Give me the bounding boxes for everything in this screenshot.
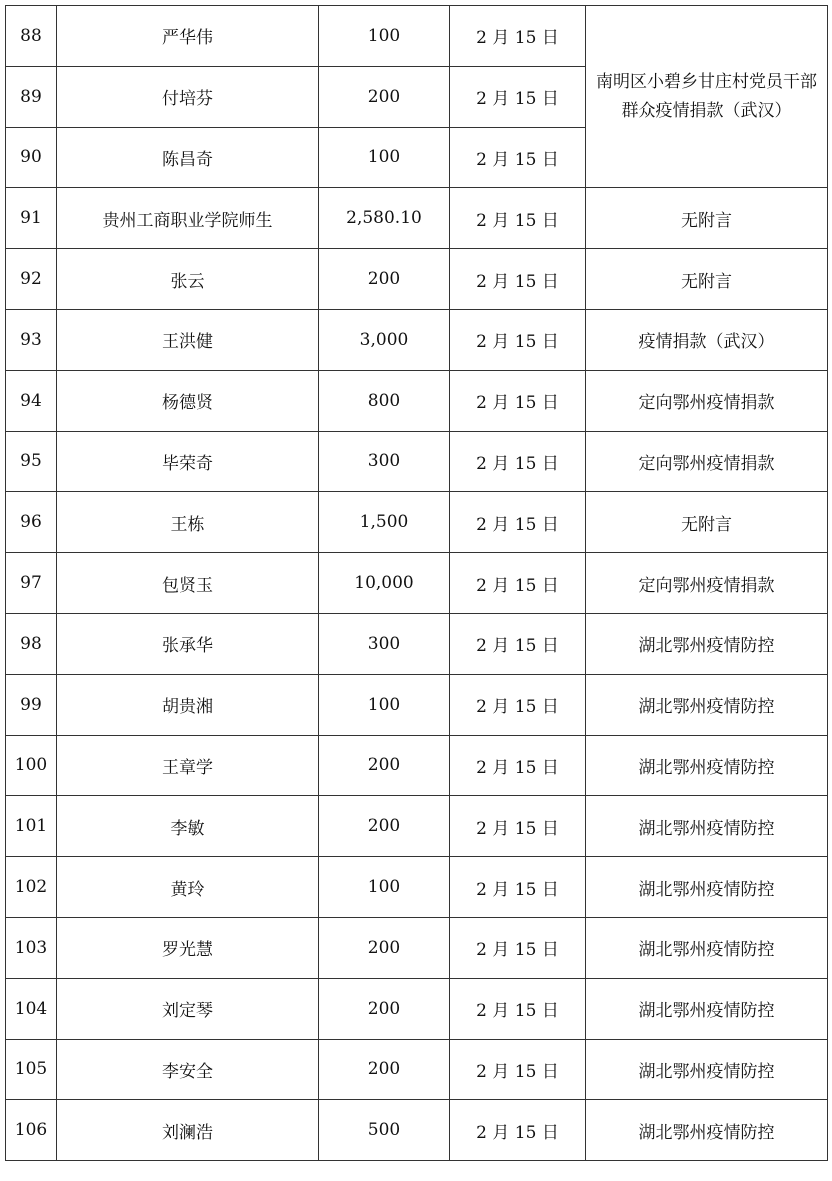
donor-name-cell: 黄玲	[57, 857, 319, 918]
date-cell: 2 月 15 日	[450, 188, 586, 249]
donor-name-cell: 王栋	[57, 492, 319, 553]
row-number-cell: 88	[6, 6, 57, 67]
date-cell: 2 月 15 日	[450, 857, 586, 918]
amount-cell: 2,580.10	[319, 188, 450, 249]
donor-name-cell: 贵州工商职业学院师生	[57, 188, 319, 249]
amount-cell: 100	[319, 674, 450, 735]
note-cell: 湖北鄂州疫情防控	[586, 613, 828, 674]
date-cell: 2 月 15 日	[450, 492, 586, 553]
donor-name-cell: 刘澜浩	[57, 1100, 319, 1161]
table-row	[6, 309, 828, 370]
note-cell: 湖北鄂州疫情防控	[586, 1039, 828, 1100]
donor-name-cell: 毕荣奇	[57, 431, 319, 492]
note-cell: 湖北鄂州疫情防控	[586, 674, 828, 735]
amount-cell: 200	[319, 66, 450, 127]
donor-name-cell: 包贤玉	[57, 553, 319, 614]
merged-note-line-1: 南明区小碧乡甘庄村党员干部	[596, 71, 817, 92]
amount-cell: 200	[319, 735, 450, 796]
row-number-cell: 91	[6, 188, 57, 249]
table-row	[6, 188, 828, 249]
table-row	[6, 431, 828, 492]
donor-name-cell: 张云	[57, 249, 319, 310]
row-number-cell: 106	[6, 1100, 57, 1161]
table-row	[6, 978, 828, 1039]
row-number-cell: 90	[6, 127, 57, 188]
date-cell: 2 月 15 日	[450, 917, 586, 978]
row-number-cell: 102	[6, 857, 57, 918]
note-cell: 湖北鄂州疫情防控	[586, 796, 828, 857]
note-cell: 湖北鄂州疫情防控	[586, 1100, 828, 1161]
row-number-cell: 100	[6, 735, 57, 796]
table-row	[6, 6, 828, 67]
note-cell: 疫情捐款（武汉）	[586, 309, 828, 370]
amount-cell: 500	[319, 1100, 450, 1161]
donor-name-cell: 陈昌奇	[57, 127, 319, 188]
note-cell: 定向鄂州疫情捐款	[586, 431, 828, 492]
amount-cell: 3,000	[319, 309, 450, 370]
amount-cell: 200	[319, 917, 450, 978]
donation-table	[5, 5, 828, 1161]
table-row	[6, 492, 828, 553]
amount-cell: 100	[319, 857, 450, 918]
donor-name-cell: 李安全	[57, 1039, 319, 1100]
note-cell: 无附言	[586, 188, 828, 249]
row-number-cell: 97	[6, 553, 57, 614]
table-row	[6, 796, 828, 857]
table-row	[6, 613, 828, 674]
row-number-cell: 94	[6, 370, 57, 431]
row-number-cell: 92	[6, 249, 57, 310]
amount-cell: 10,000	[319, 553, 450, 614]
date-cell: 2 月 15 日	[450, 127, 586, 188]
note-cell: 湖北鄂州疫情防控	[586, 857, 828, 918]
note-cell: 无附言	[586, 492, 828, 553]
table-row	[6, 917, 828, 978]
donor-name-cell: 刘定琴	[57, 978, 319, 1039]
row-number-cell: 103	[6, 917, 57, 978]
donor-name-cell: 李敏	[57, 796, 319, 857]
date-cell: 2 月 15 日	[450, 553, 586, 614]
date-cell: 2 月 15 日	[450, 370, 586, 431]
row-number-cell: 101	[6, 796, 57, 857]
table-row	[6, 553, 828, 614]
amount-cell: 200	[319, 1039, 450, 1100]
date-cell: 2 月 15 日	[450, 613, 586, 674]
amount-cell: 200	[319, 796, 450, 857]
note-cell: 定向鄂州疫情捐款	[586, 553, 828, 614]
table-row	[6, 1100, 828, 1161]
row-number-cell: 95	[6, 431, 57, 492]
donation-table-body	[6, 6, 828, 1161]
row-number-cell: 104	[6, 978, 57, 1039]
donor-name-cell: 张承华	[57, 613, 319, 674]
date-cell: 2 月 15 日	[450, 796, 586, 857]
donor-name-cell: 王洪健	[57, 309, 319, 370]
date-cell: 2 月 15 日	[450, 1100, 586, 1161]
note-cell: 湖北鄂州疫情防控	[586, 735, 828, 796]
donor-name-cell: 严华伟	[57, 6, 319, 67]
table-row	[6, 249, 828, 310]
date-cell: 2 月 15 日	[450, 1039, 586, 1100]
row-number-cell: 105	[6, 1039, 57, 1100]
row-number-cell: 89	[6, 66, 57, 127]
note-cell: 无附言	[586, 249, 828, 310]
date-cell: 2 月 15 日	[450, 309, 586, 370]
amount-cell: 1,500	[319, 492, 450, 553]
date-cell: 2 月 15 日	[450, 735, 586, 796]
note-cell: 湖北鄂州疫情防控	[586, 917, 828, 978]
table-row	[6, 674, 828, 735]
date-cell: 2 月 15 日	[450, 249, 586, 310]
date-cell: 2 月 15 日	[450, 66, 586, 127]
note-cell: 湖北鄂州疫情防控	[586, 978, 828, 1039]
amount-cell: 300	[319, 431, 450, 492]
date-cell: 2 月 15 日	[450, 978, 586, 1039]
note-cell: 定向鄂州疫情捐款	[586, 370, 828, 431]
donor-name-cell: 王章学	[57, 735, 319, 796]
merged-note-line-2: 群众疫情捐款（武汉）	[621, 100, 792, 121]
table-row	[6, 735, 828, 796]
date-cell: 2 月 15 日	[450, 6, 586, 67]
donor-name-cell: 杨德贤	[57, 370, 319, 431]
row-number-cell: 96	[6, 492, 57, 553]
amount-cell: 200	[319, 978, 450, 1039]
amount-cell: 200	[319, 249, 450, 310]
amount-cell: 800	[319, 370, 450, 431]
amount-cell: 300	[319, 613, 450, 674]
amount-cell: 100	[319, 6, 450, 67]
table-row	[6, 857, 828, 918]
date-cell: 2 月 15 日	[450, 431, 586, 492]
donor-name-cell: 罗光慧	[57, 917, 319, 978]
row-number-cell: 99	[6, 674, 57, 735]
row-number-cell: 93	[6, 309, 57, 370]
donor-name-cell: 付培芬	[57, 66, 319, 127]
merged-note-cell	[586, 6, 828, 188]
table-row	[6, 370, 828, 431]
row-number-cell: 98	[6, 613, 57, 674]
amount-cell: 100	[319, 127, 450, 188]
table-row	[6, 1039, 828, 1100]
donor-name-cell: 胡贵湘	[57, 674, 319, 735]
date-cell: 2 月 15 日	[450, 674, 586, 735]
